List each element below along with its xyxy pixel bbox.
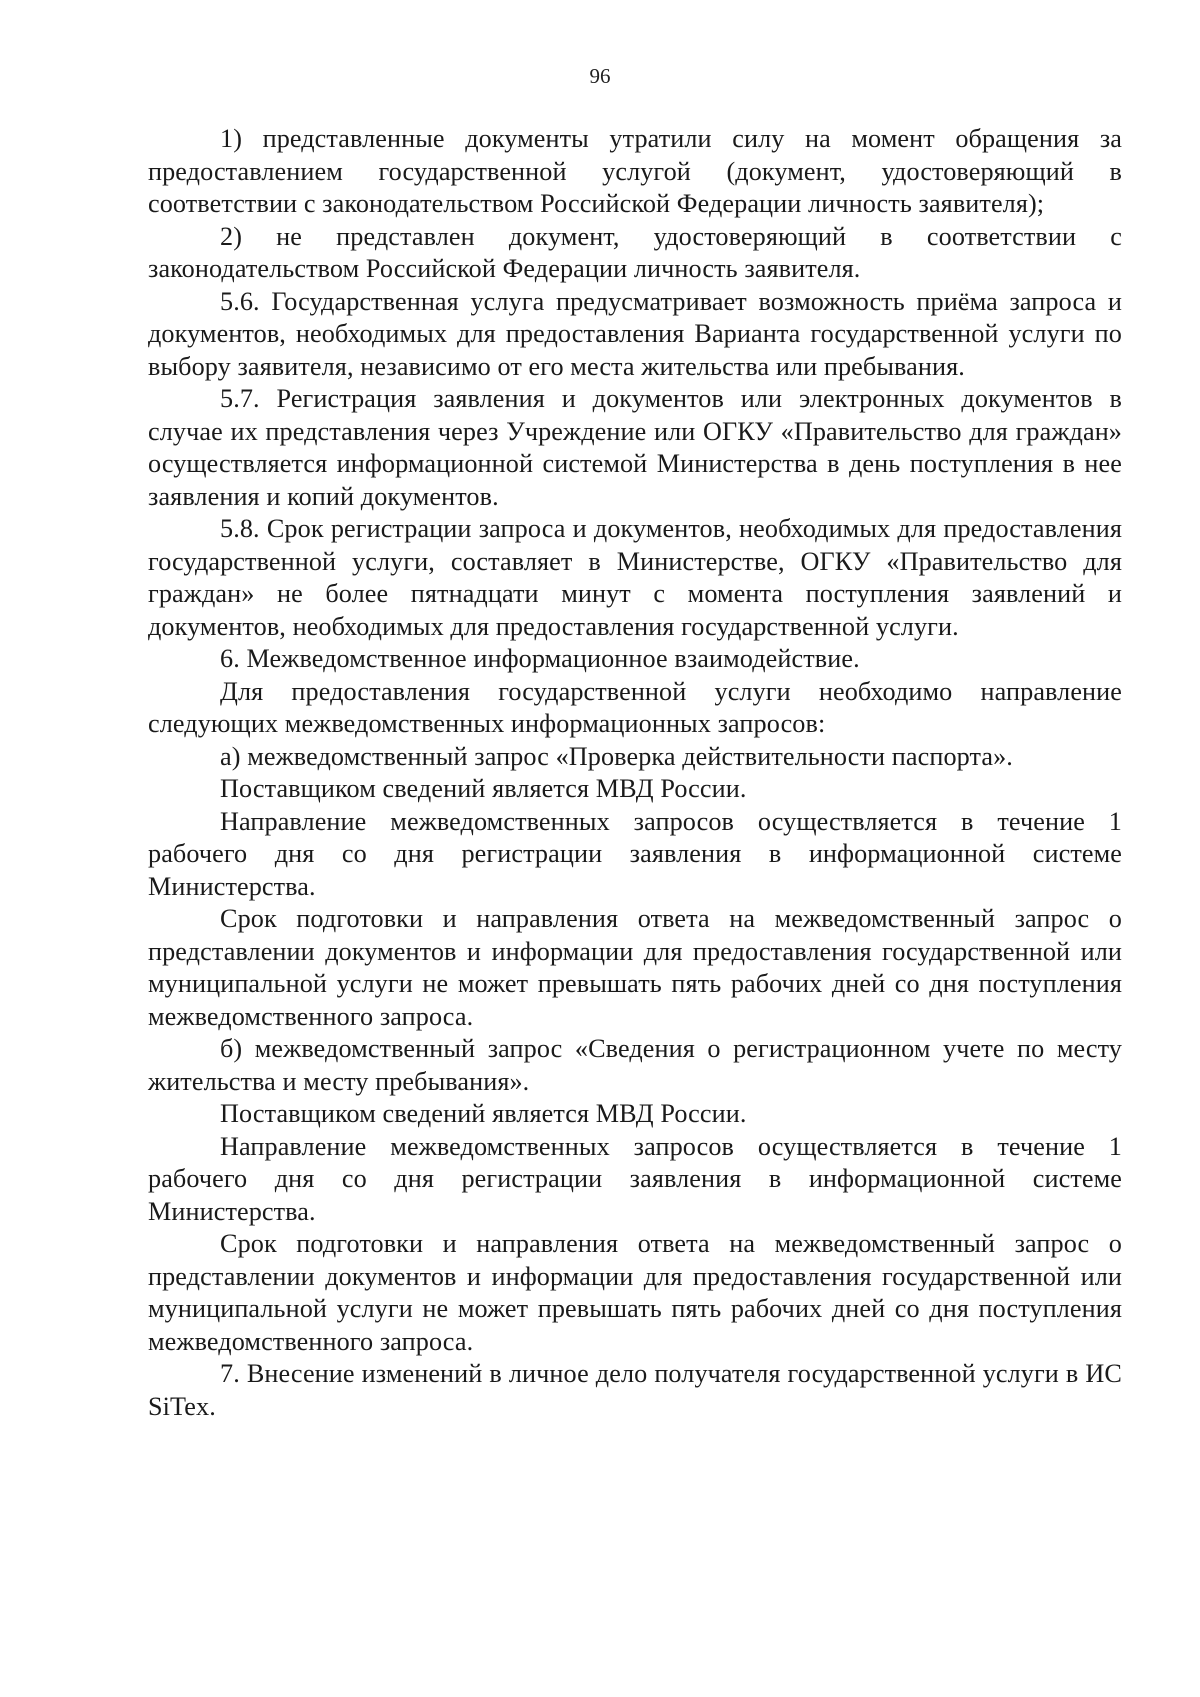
section-6-heading: 6. Межведомственное информационное взаимодействие. bbox=[220, 644, 860, 673]
paragraph-deadline-a: Срок подготовки и направления ответа на межведомственный запрос о представлении документов и информации для предоставления государственной или муниципальной услуги не может превышать пять рабочих дней со дня поступления межведомственного запроса. bbox=[148, 904, 1122, 1031]
paragraph-request-a: а) межведомственный запрос «Проверка действительности паспорта». bbox=[220, 741, 1013, 771]
paragraph-5-7: 5.7. Регистрация заявления и документов или электронных документов в случае их представления через Учреждение или ОГКУ «Правительство для граждан» осуществляется информационной системой Министерства в день поступления в нее заявления и копий документов. bbox=[148, 384, 1122, 511]
paragraph-2: 2) не представлен документ, удостоверяющий в соответствии с законодательством Российской Федерации личность заявителя. bbox=[148, 221, 1122, 283]
page-number: 96 bbox=[589, 64, 611, 88]
paragraph-1: 1) представленные документы утратили силу на момент обращения за предоставлением государственной услугой (документ, удостоверяющий в соответствии с законодательством Российской Федерации личность заявителя); bbox=[148, 124, 1122, 218]
document-body bbox=[148, 123, 1122, 1423]
paragraph-requests-intro: Для предоставления государственной услуги необходимо направление следующих межведомственных информационных запросов: bbox=[148, 676, 1122, 738]
paragraph-direction-b: Направление межведомственных запросов осуществляется в течение 1 рабочего дня со дня регистрации заявления в информационной системе Министерства. bbox=[148, 1131, 1122, 1226]
paragraph-5-8: 5.8. Срок регистрации запроса и документов, необходимых для предоставления государственной услуги, составляет в Министерстве, ОГКУ «Правительство для граждан» не более пятнадцати минут с момента поступления заявлений и документов, необходимых для предоставления государственной услуги. bbox=[148, 514, 1122, 641]
paragraph-direction-a: Направление межведомственных запросов осуществляется в течение 1 рабочего дня со дня регистрации заявления в информационной системе Министерства. bbox=[148, 806, 1122, 901]
paragraph-5-6: 5.6. Государственная услуга предусматривает возможность приёма запроса и документов, необходимых для предоставления Варианта государственной услуги по выбору заявителя, независимо от его места жительства или пребывания. bbox=[148, 286, 1122, 381]
paragraph-deadline-b: Срок подготовки и направления ответа на межведомственный запрос о представлении документов и информации для предоставления государственной или муниципальной услуги не может превышать пять рабочих дней со дня поступления межведомственного запроса. bbox=[148, 1229, 1122, 1356]
paragraph-supplier-b: Поставщиком сведений является МВД России. bbox=[220, 1099, 747, 1128]
paragraph-request-b: б) межведомственный запрос «Сведения о регистрационном учете по месту жительства и месту пребывания». bbox=[148, 1034, 1122, 1096]
section-7-heading: 7. Внесение изменений в личное дело получателя государственной услуги в ИС SiTex. bbox=[148, 1359, 1122, 1421]
paragraph-supplier-a: Поставщиком сведений является МВД России. bbox=[220, 774, 747, 803]
